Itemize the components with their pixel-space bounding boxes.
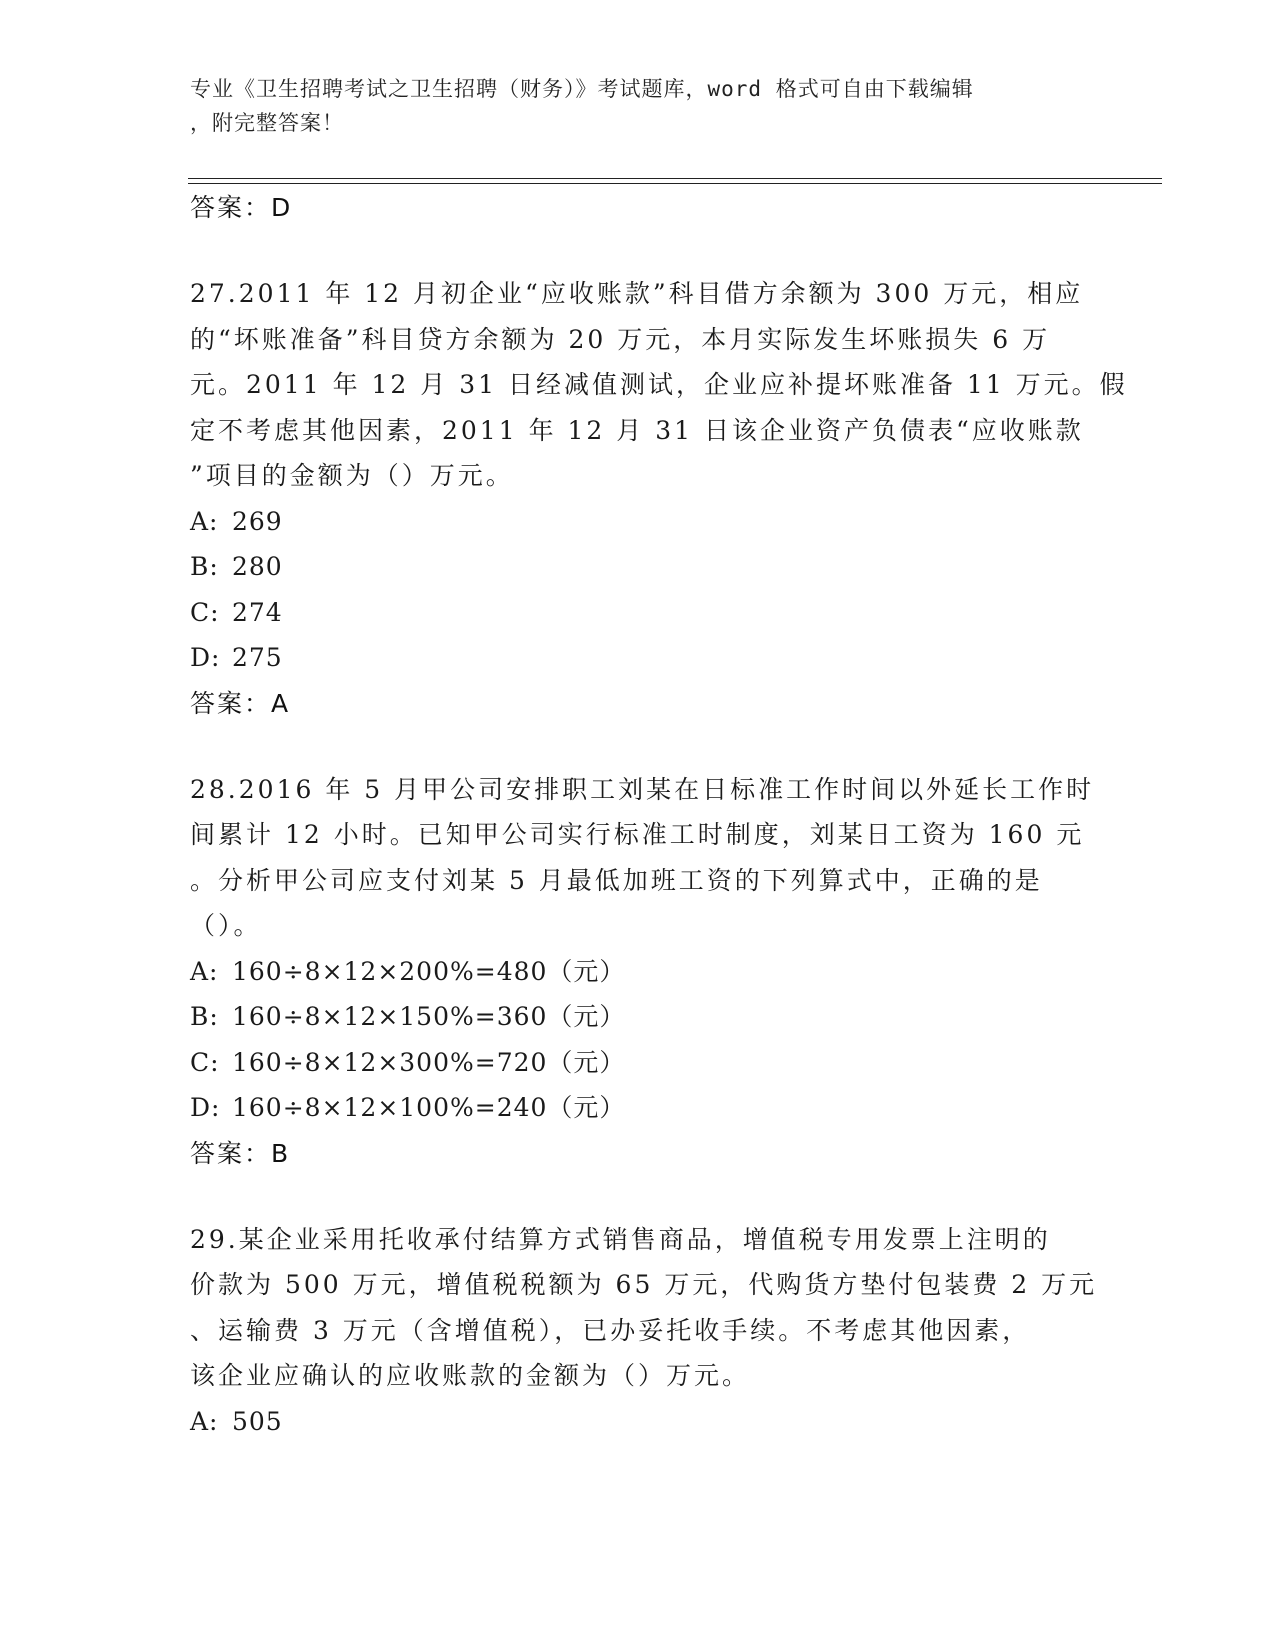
header-divider-bottom [188, 183, 1162, 184]
question-line: 间累计 12 小时。已知甲公司实行标准工时制度，刘某日工资为 160 元 [190, 820, 1085, 849]
question-line: 的“坏账准备”科目贷方余额为 20 万元，本月实际发生坏账损失 6 万 [190, 324, 1051, 354]
header-line-2: ，附完整答案！ [190, 111, 344, 135]
question-block [190, 1217, 1098, 1445]
question-line: 28.2016 年 5 月甲公司安排职工刘某在日标准工作时间以外延长工作时 [190, 774, 1095, 804]
option-a [190, 1399, 1090, 1445]
option-c [190, 1040, 1090, 1086]
option-text: 160÷8×12×100%=240（元） [232, 1093, 626, 1122]
option-d [190, 1085, 1090, 1131]
question-line: 该企业应确认的应收账款的金额为（）万元。 [190, 1361, 751, 1390]
question-line: ”项目的金额为（）万元。 [190, 461, 514, 490]
option-text: 280 [232, 552, 283, 581]
question-line: 定不考虑其他因素，2011 年 12 月 31 日该企业资产负债表“应收账款 [190, 415, 1084, 445]
question-text [190, 1217, 1098, 1399]
option-letter: C: [190, 597, 220, 627]
option-letter: A: [190, 956, 219, 986]
option-a [190, 499, 1090, 545]
option-text: 275 [232, 643, 283, 672]
option-text: 160÷8×12×150%=360（元） [232, 1002, 626, 1031]
option-c [190, 590, 1090, 636]
document-header [190, 72, 1070, 140]
question-line: 27.2011 年 12 月初企业“应收账款”科目借方余额为 300 万元，相应 [190, 279, 1084, 308]
option-letter: C: [190, 1047, 220, 1077]
header-divider-top [188, 178, 1162, 179]
option-text: 160÷8×12×300%=720（元） [232, 1047, 626, 1077]
option-text: 269 [232, 506, 283, 536]
question-line: （）。 [190, 911, 262, 940]
question-line: 。分析甲公司应支付刘某 5 月最低加班工资的下列算式中，正确的是 [190, 865, 1043, 895]
option-d [190, 635, 1090, 681]
answer-line: 答案：B [190, 1138, 291, 1168]
option-letter: D: [190, 643, 221, 672]
answer-line: 答案：A [190, 688, 291, 718]
option-text: 274 [232, 597, 283, 627]
question-line: 价款为 500 万元，增值税税额为 65 万元，代购货方垫付包装费 2 万元 [190, 1270, 1098, 1299]
option-letter: A: [190, 506, 219, 536]
option-text: 160÷8×12×200%=480（元） [232, 956, 626, 986]
question-line: 元。2011 年 12 月 31 日经减值测试，企业应补提坏账准备 11 万元。假 [190, 370, 1128, 399]
option-b [190, 994, 1090, 1040]
question-text [190, 271, 1128, 499]
question-block [190, 271, 1128, 727]
option-letter: A: [190, 1406, 219, 1436]
question-block [190, 767, 1095, 1177]
header-line-1: 专业《卫生招聘考试之卫生招聘（财务）》考试题库，word 格式可自由下载编辑 [190, 77, 974, 101]
answer-line: 答案：D [190, 193, 293, 222]
option-text: 505 [232, 1406, 283, 1436]
question-line: 、运输费 3 万元（含增值税），已办妥托收手续。不考虑其他因素， [190, 1315, 1031, 1345]
option-letter: B: [190, 552, 219, 581]
option-a [190, 949, 1090, 995]
question-text [190, 767, 1095, 949]
option-b [190, 544, 1090, 590]
option-letter: B: [190, 1002, 219, 1031]
option-letter: D: [190, 1093, 221, 1122]
question-line: 29.某企业采用托收承付结算方式销售商品，增值税专用发票上注明的 [190, 1224, 1051, 1254]
document-content [190, 185, 1128, 1444]
